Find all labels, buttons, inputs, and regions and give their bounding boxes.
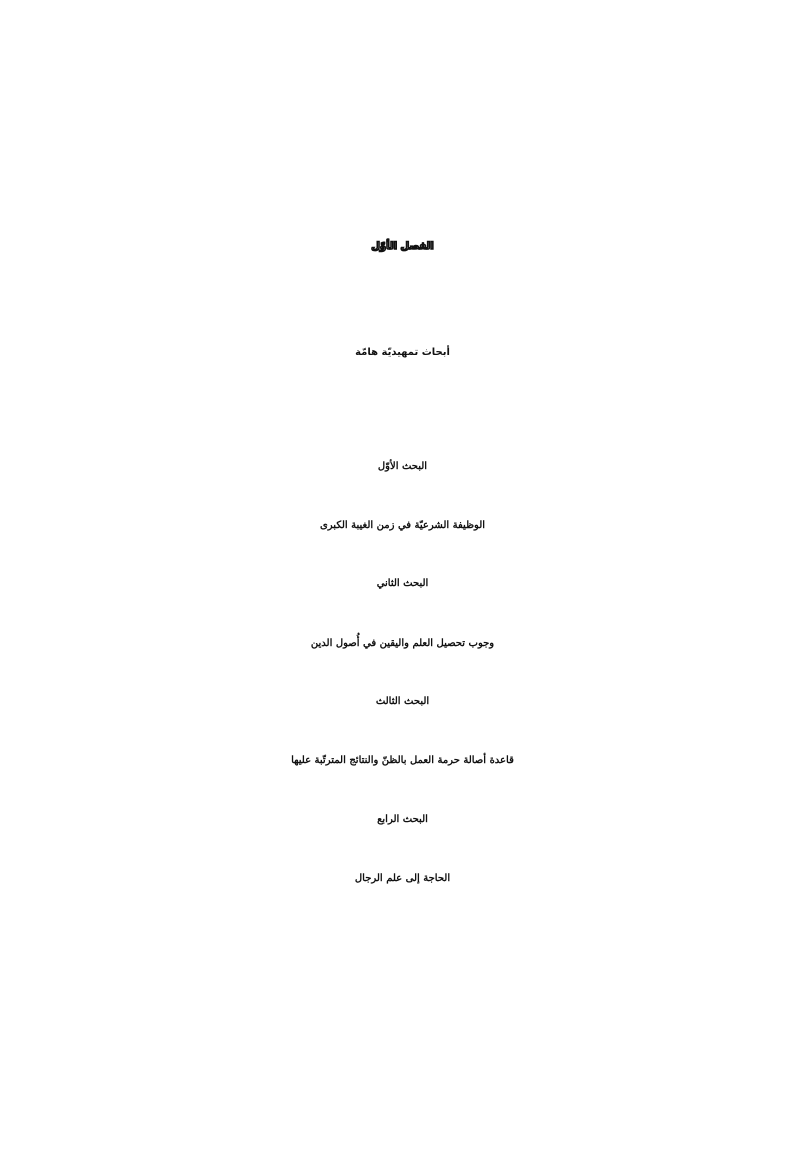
section-3-title: قاعدة أصالة حرمة العمل بالظنّ والنتائج المترتّبة عليها — [291, 755, 514, 766]
section-4-heading: البحث الرابع — [377, 814, 428, 825]
section-2-title: وجوب تحصيل العلم واليقين في أُصول الدين — [310, 638, 495, 649]
section-2-heading: البحث الثاني — [376, 578, 429, 589]
section-1-title: الوظيفة الشرعيّة في زمن الغيبة الكبرى — [319, 520, 486, 531]
section-1-heading: البحث الأوّل — [377, 461, 428, 472]
section-3-heading: البحث الثالث — [375, 696, 430, 707]
chapter-title: الفصل الأوّل — [371, 241, 434, 252]
section-4-title: الحاجة إلى علم الرجال — [354, 873, 451, 884]
chapter-subtitle: أبحاث تمهيديّة هامّة — [355, 347, 450, 358]
